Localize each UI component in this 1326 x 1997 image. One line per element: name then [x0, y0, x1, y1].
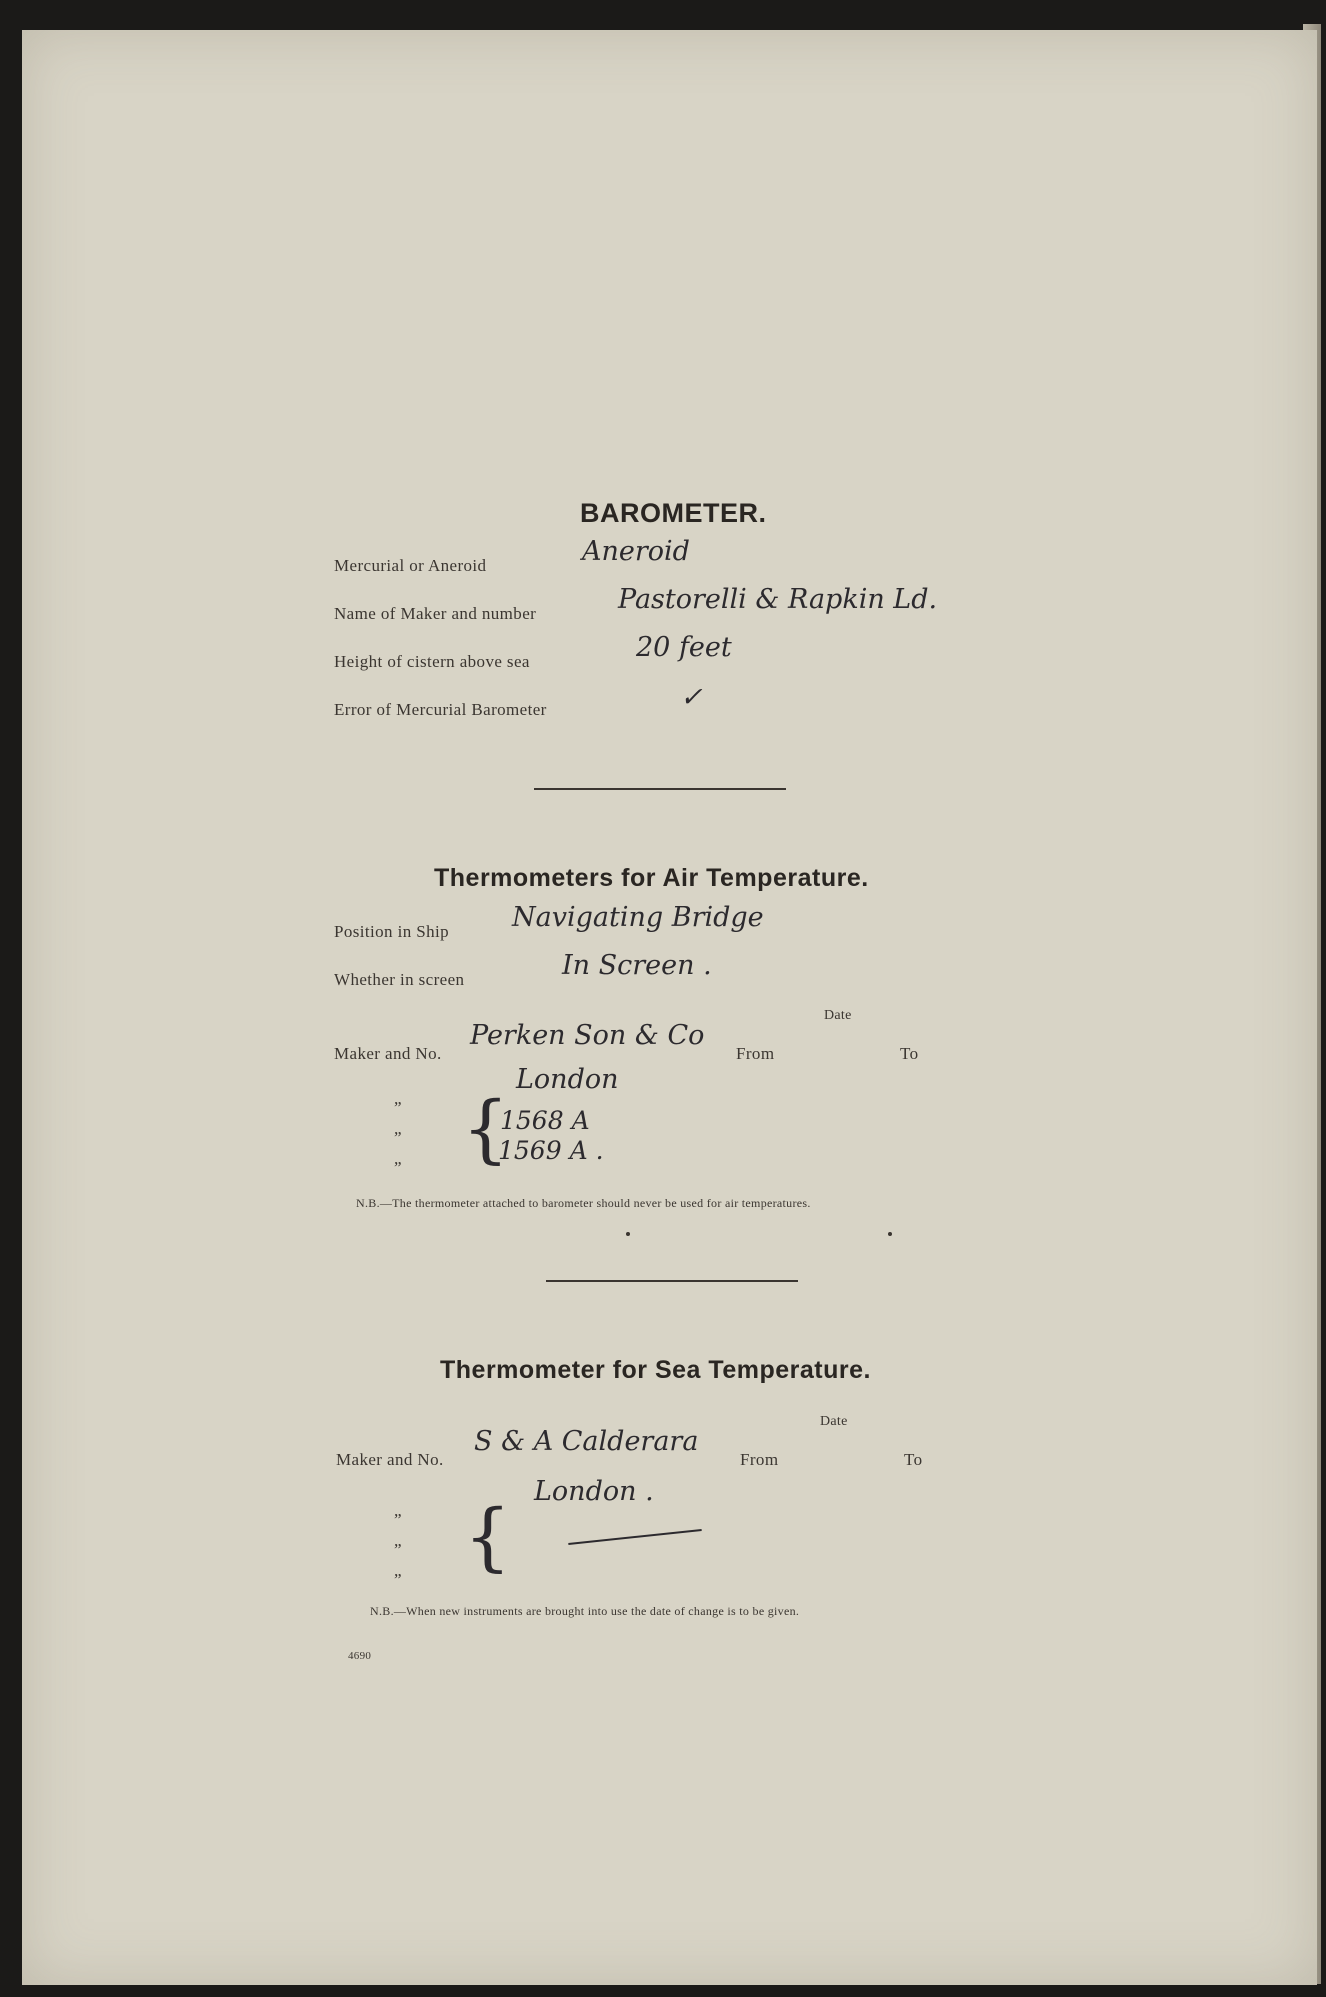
- section-divider-2: [546, 1280, 798, 1282]
- air-note: N.B.—The thermometer attached to barometer should never be used for air temperatures.: [356, 1196, 811, 1210]
- maker-number-value: Pastorelli & Rapkin Ld.: [618, 584, 938, 615]
- air-ditto-1: ”: [394, 1098, 402, 1117]
- document-page: [22, 30, 1317, 1985]
- sea-from-label: From: [740, 1450, 779, 1469]
- mercurial-error-value: ✓: [680, 682, 703, 713]
- air-date-label: Date: [824, 1008, 852, 1023]
- sea-ditto-3: ”: [394, 1570, 402, 1589]
- air-to-label: To: [900, 1044, 919, 1063]
- air-number-1: 1568 A: [500, 1106, 590, 1135]
- sea-maker-value: S & A Calderara: [474, 1426, 699, 1457]
- whether-in-screen-label: Whether in screen: [334, 970, 465, 989]
- sea-maker-label: Maker and No.: [336, 1450, 444, 1469]
- position-in-ship-label: Position in Ship: [334, 922, 450, 941]
- sea-note: N.B.—When new instruments are brought into use the date of change is to be given.: [370, 1604, 800, 1618]
- air-brace: {: [462, 1086, 510, 1172]
- air-ditto-3: ”: [394, 1158, 402, 1177]
- whether-in-screen-value: In Screen .: [562, 950, 712, 981]
- sea-ditto-2: ”: [394, 1540, 402, 1559]
- mercurial-aneroid-label: Mercurial or Aneroid: [334, 556, 487, 575]
- air-from-label: From: [736, 1044, 775, 1063]
- sea-date-label: Date: [820, 1414, 848, 1429]
- ink-speck: [888, 1232, 892, 1236]
- cistern-height-label: Height of cistern above sea: [334, 652, 530, 671]
- section-divider-1: [534, 788, 786, 790]
- sea-ditto-1: ”: [394, 1510, 402, 1529]
- position-in-ship-value: Navigating Bridge: [512, 902, 764, 933]
- sea-temperature-heading: Thermometer for Sea Temperature.: [440, 1356, 871, 1384]
- air-ditto-2: ”: [394, 1128, 402, 1147]
- air-maker-label: Maker and No.: [334, 1044, 442, 1063]
- sea-to-label: To: [904, 1450, 923, 1469]
- form-number: 4690: [348, 1650, 372, 1662]
- air-maker-value: Perken Son & Co: [470, 1020, 705, 1051]
- ink-speck: [626, 1232, 630, 1236]
- maker-number-label: Name of Maker and number: [334, 604, 537, 623]
- air-temperature-heading: Thermometers for Air Temperature.: [434, 864, 869, 892]
- cistern-height-value: 20 feet: [636, 632, 732, 663]
- air-number-2: 1569 A .: [498, 1136, 604, 1165]
- barometer-heading: BAROMETER.: [580, 498, 767, 528]
- mercurial-error-label: Error of Mercurial Barometer: [334, 700, 547, 719]
- air-maker-city: London: [516, 1064, 619, 1095]
- sea-brace: {: [464, 1494, 512, 1580]
- mercurial-aneroid-value: Aneroid: [582, 536, 690, 567]
- sea-maker-city: London .: [534, 1476, 654, 1507]
